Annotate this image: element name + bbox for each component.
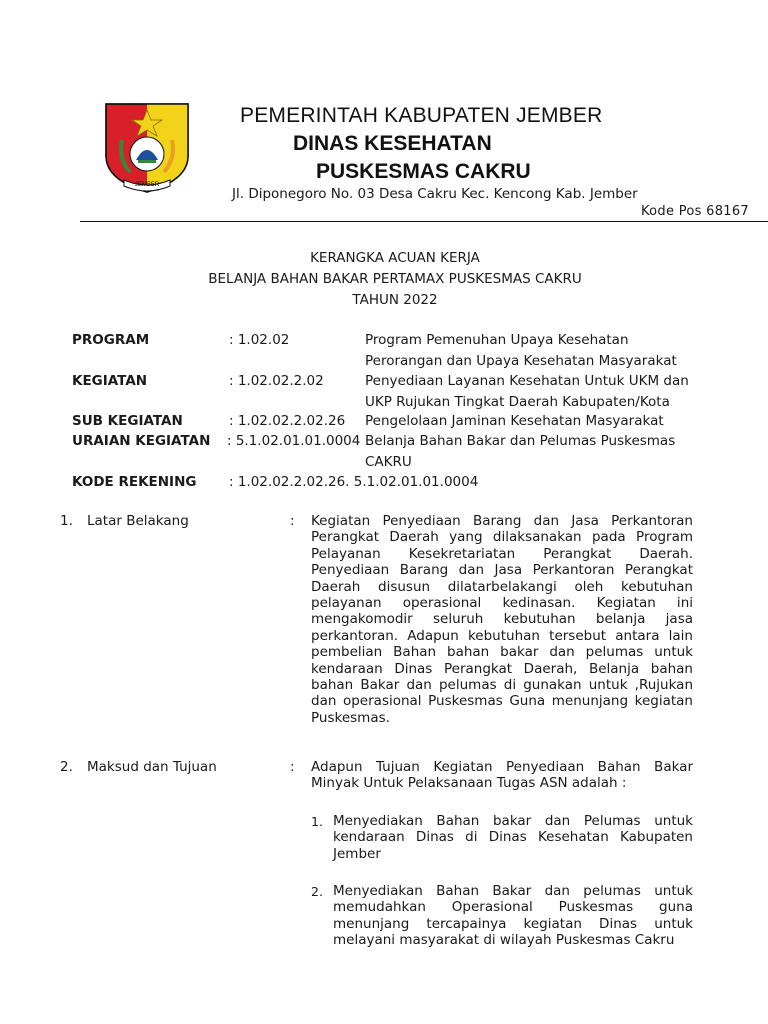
sub-kegiatan-label: SUB KEGIATAN bbox=[72, 413, 183, 429]
section-label-latar-belakang: Latar Belakang bbox=[87, 513, 189, 529]
list-item-text: Menyediakan Bahan Bakar dan pelumas untuk memudahkan Operasional Puskesmas guna menunjang tercapainya kegiatan Dinas untuk melayani masyarakat di wilayah Puskesmas Cakru bbox=[333, 883, 693, 949]
program-desc-line1: Program Pemenuhan Upaya Kesehatan bbox=[365, 332, 629, 348]
uraian-desc-line2: CAKRU bbox=[365, 453, 412, 470]
doc-title-line2: BELANJA BAHAN BAKAR PERTAMAX PUSKESMAS CAKRU bbox=[208, 271, 582, 287]
letterhead-government: PEMERINTAH KABUPATEN JEMBER bbox=[240, 104, 603, 127]
letterhead-department: DINAS KESEHATAN bbox=[293, 132, 492, 155]
section-number: 2. bbox=[60, 759, 73, 775]
svg-text:JEMBER: JEMBER bbox=[134, 182, 160, 188]
program-label: PROGRAM bbox=[72, 332, 150, 348]
uraian-kegiatan-description bbox=[365, 431, 725, 472]
letterhead-address: Jl. Diponegoro No. 03 Desa Cakru Kec. Kencong Kab. Jember bbox=[232, 186, 638, 202]
letterhead-divider bbox=[80, 221, 768, 222]
doc-title-line1: KERANGKA ACUAN KERJA bbox=[310, 250, 480, 266]
program-desc-line2: Perorangan dan Upaya Kesehatan Masyarakat bbox=[365, 352, 677, 369]
section-colon: : bbox=[290, 759, 295, 775]
section-text-latar-belakang: Kegiatan Penyediaan Barang dan Jasa Perkantoran Perangkat Daerah yang dilaksanakan pada Program Pelayanan Kesekretariatan Perangkat Daerah. Penyediaan Barang dan Jasa Perkantoran Perangkat Daerah disusun dilatarbelakangi oleh kebutuhan pelayanan operasional kedinasan. Kegiatan ini mengakomodir seluruh kebutuhan belanja jasa perkantoran. Adapun kebutuhan tersebut antara lain pembelian Bahan bahan bakar dan pelumas untuk kendaraan Dinas Perangkat Daerah, Belanja bahan bahan Bakar dan pelumas di gunakan untuk ,Rujukan dan operasional Puskesmas Guna menunjang kegiatan Puskesmas. bbox=[311, 513, 693, 726]
section-label-maksud-tujuan: Maksud dan Tujuan bbox=[87, 759, 217, 775]
uraian-kegiatan-label: URAIAN KEGIATAN bbox=[72, 433, 211, 449]
kegiatan-desc-line2: UKP Rujukan Tingkat Daerah Kabupaten/Kota bbox=[365, 393, 670, 410]
list-item-number: 2. bbox=[311, 884, 323, 899]
letterhead-puskesmas: PUSKESMAS CAKRU bbox=[316, 160, 531, 183]
list-item-number: 1. bbox=[311, 814, 323, 829]
sub-kegiatan-description bbox=[365, 411, 725, 432]
kegiatan-code: : 1.02.02.2.02 bbox=[229, 373, 324, 389]
letterhead-postal-code: Kode Pos 68167 bbox=[641, 204, 750, 219]
kegiatan-desc-line1: Penyediaan Layanan Kesehatan Untuk UKM dan bbox=[365, 373, 689, 389]
uraian-kegiatan-code: : 5.1.02.01.01.0004 bbox=[227, 433, 361, 449]
jember-seal-logo bbox=[100, 100, 194, 194]
kode-rekening-label: KODE REKENING bbox=[72, 474, 197, 490]
doc-title-line3: TAHUN 2022 bbox=[352, 292, 438, 308]
list-item-text: Menyediakan Bahan bakar dan Pelumas untuk kendaraan Dinas di Dinas Kesehatan Kabupaten Jember bbox=[333, 813, 693, 862]
section-text-maksud-tujuan: Adapun Tujuan Kegiatan Penyediaan Bahan Bakar Minyak Untuk Pelaksanaan Tugas ASN adalah : bbox=[311, 759, 693, 792]
sub-kegiatan-code: : 1.02.02.2.02.26 bbox=[229, 413, 346, 429]
program-description bbox=[365, 330, 725, 371]
section-number: 1. bbox=[60, 513, 73, 529]
uraian-desc-line1: Belanja Bahan Bakar dan Pelumas Puskesmas bbox=[365, 433, 676, 449]
sub-kegiatan-desc-line1: Pengelolaan Jaminan Kesehatan Masyarakat bbox=[365, 413, 664, 429]
program-code: : 1.02.02 bbox=[229, 332, 290, 348]
kegiatan-description bbox=[365, 371, 725, 412]
kegiatan-label: KEGIATAN bbox=[72, 373, 148, 389]
kode-rekening-code: : 1.02.02.2.02.26. 5.1.02.01.01.0004 bbox=[229, 474, 479, 490]
section-colon: : bbox=[290, 513, 295, 529]
